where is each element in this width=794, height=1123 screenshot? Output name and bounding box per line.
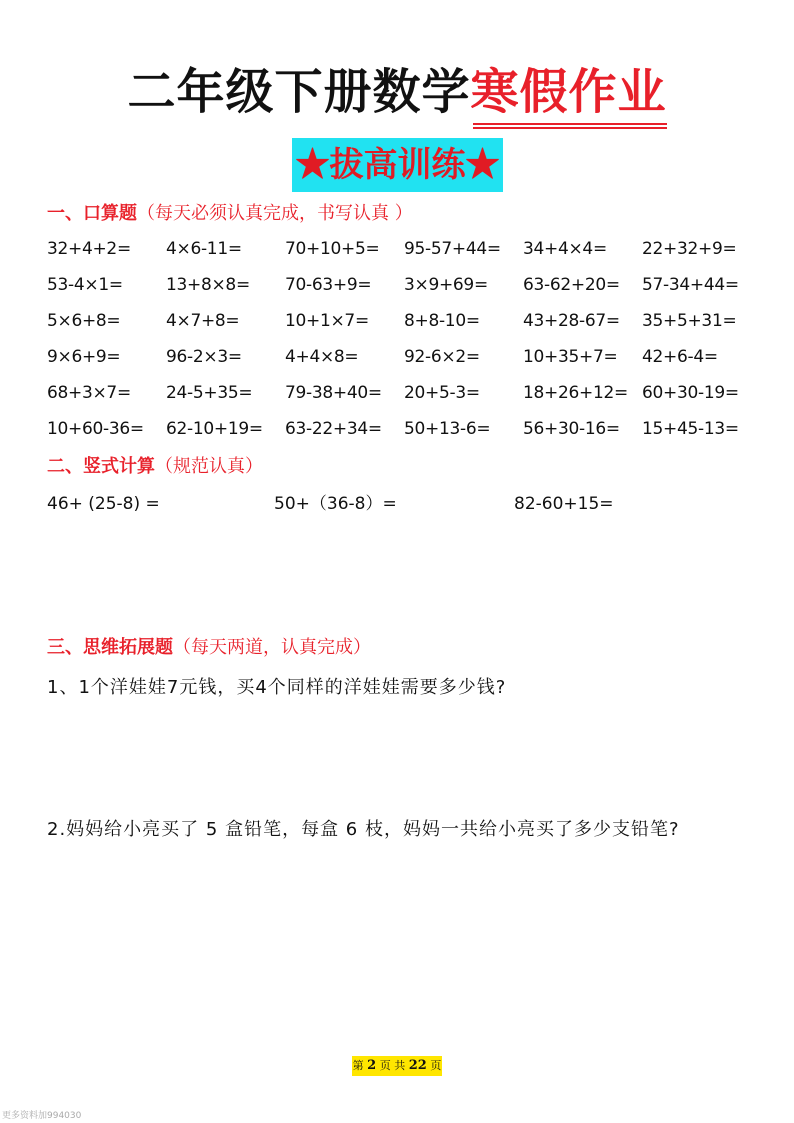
mental-math-problem: 50+13-6= xyxy=(404,419,491,439)
mental-math-problem: 63-22+34= xyxy=(285,419,382,439)
mental-math-problem: 9×6+9= xyxy=(47,347,121,367)
section-1-note: （每天必须认真完成，书写认真 ） xyxy=(137,203,413,224)
mental-math-problem: 42+6-4= xyxy=(642,347,718,367)
title-underline-2 xyxy=(473,127,667,129)
mental-math-problem: 53-4×1= xyxy=(47,275,123,295)
section-1-title: 一、口算题 xyxy=(47,203,137,224)
mental-math-problem: 70-63+9= xyxy=(285,275,372,295)
mental-math-problem: 20+5-3= xyxy=(404,383,480,403)
title-main: 二年级下册数学 xyxy=(127,64,471,120)
footer-total: 22 xyxy=(408,1058,427,1073)
mental-math-problem: 57-34+44= xyxy=(642,275,739,295)
mental-math-problem: 34+4×4= xyxy=(523,239,607,259)
mental-math-problem: 13+8×8= xyxy=(166,275,250,295)
mental-math-problem: 4×7+8= xyxy=(166,311,240,331)
page-number-footer xyxy=(352,1056,442,1076)
mental-math-problem: 63-62+20= xyxy=(523,275,620,295)
section-3-note: （每天两道，认真完成） xyxy=(173,637,371,658)
mental-math-problem: 43+28-67= xyxy=(523,311,620,331)
mental-math-problem: 68+3×7= xyxy=(47,383,131,403)
mental-math-problem: 22+32+9= xyxy=(642,239,737,259)
mental-math-problem: 60+30-19= xyxy=(642,383,739,403)
section-vertical-calc-heading xyxy=(47,455,263,479)
watermark-text: 更多资料加994030 xyxy=(2,1111,82,1121)
footer-middle: 页 共 xyxy=(379,1059,406,1072)
mental-math-problem: 4×6-11= xyxy=(166,239,242,259)
footer-page: 2 xyxy=(367,1058,377,1073)
mental-math-grid xyxy=(47,234,767,450)
page-title xyxy=(0,62,794,122)
section-2-note: （规范认真） xyxy=(155,456,263,477)
footer-suffix: 页 xyxy=(430,1059,442,1072)
vertical-problem-1: 46+ (25-8) = xyxy=(47,494,160,514)
mental-math-problem: 15+45-13= xyxy=(642,419,739,439)
mental-math-problem: 8+8-10= xyxy=(404,311,480,331)
section-2-title: 二、竖式计算 xyxy=(47,456,155,477)
mental-math-problem: 96-2×3= xyxy=(166,347,242,367)
vertical-problem-3: 82-60+15= xyxy=(514,494,614,514)
subtitle-banner: ★拔高训练★ xyxy=(292,138,503,192)
mental-math-problem: 10+35+7= xyxy=(523,347,618,367)
mental-math-problem: 35+5+31= xyxy=(642,311,737,331)
footer-prefix: 第 xyxy=(352,1059,364,1072)
mental-math-problem: 24-5+35= xyxy=(166,383,253,403)
title-highlight-text: 寒假作业 xyxy=(470,64,667,120)
section-3-title: 三、思维拓展题 xyxy=(47,637,173,658)
mental-math-problem: 92-6×2= xyxy=(404,347,480,367)
mental-math-problem: 62-10+19= xyxy=(166,419,263,439)
title-highlight xyxy=(471,62,667,122)
mental-math-problem: 4+4×8= xyxy=(285,347,359,367)
vertical-problem-2: 50+（36-8）= xyxy=(274,494,397,514)
mental-math-problem: 79-38+40= xyxy=(285,383,382,403)
mental-math-problem: 3×9+69= xyxy=(404,275,488,295)
mental-math-problem: 5×6+8= xyxy=(47,311,121,331)
mental-math-problem: 32+4+2= xyxy=(47,239,131,259)
mental-math-problem: 18+26+12= xyxy=(523,383,628,403)
word-problem-2: 2.妈妈给小亮买了 5 盒铅笔，每盒 6 枝，妈妈一共给小亮买了多少支铅笔? xyxy=(47,819,680,840)
section-thinking-heading xyxy=(47,636,371,660)
mental-math-problem: 56+30-16= xyxy=(523,419,620,439)
mental-math-problem: 10+1×7= xyxy=(285,311,369,331)
title-underline-1 xyxy=(473,123,667,125)
mental-math-problem: 95-57+44= xyxy=(404,239,501,259)
mental-math-problem: 70+10+5= xyxy=(285,239,380,259)
section-mental-math-heading xyxy=(47,202,413,226)
word-problem-1: 1、1个洋娃娃7元钱，买4个同样的洋娃娃需要多少钱? xyxy=(47,677,507,698)
mental-math-problem: 10+60-36= xyxy=(47,419,144,439)
